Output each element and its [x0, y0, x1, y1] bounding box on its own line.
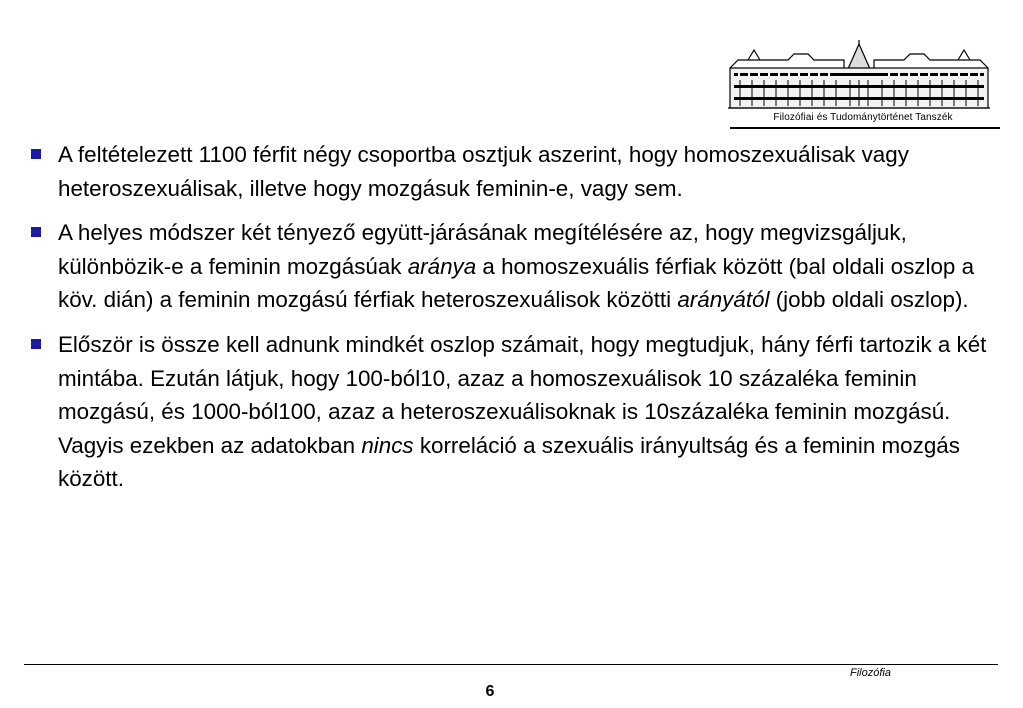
bullet-text-part: A helyes módszer két tényező együtt-járásának megítélésére az, hogy megvizsgáljuk, különbözik-e a feminin mozgásúak: [58, 220, 907, 279]
square-bullet-icon: [31, 227, 41, 237]
square-bullet-icon: [31, 149, 41, 159]
emphasis-text: arányától: [677, 287, 770, 313]
emphasis-text: nincs: [361, 432, 414, 458]
bullet-text: A feltételezett 1100 férfit négy csoportba osztjuk aszerint, hogy homoszexuálisak vagy heteroszexuálisak, illetve hogy mozgásuk feminin-e, vagy sem.: [58, 142, 909, 201]
square-bullet-icon: [31, 339, 41, 349]
emphasis-text: aránya: [407, 253, 477, 279]
slide-content: [30, 138, 990, 507]
header-divider: [730, 127, 1000, 129]
department-name: Filozófiai és Tudománytörténet Tanszék: [773, 112, 953, 123]
bullet-text-part: Először is össze kell adnunk mindkét oszlop számait, hogy megtudjuk, hány férfi tartozik a két mintába. Ezután látjuk, hogy 100-ból10, azaz a homoszexuálisok 10 százaléka feminin mozgású, és 1000-ból100, azaz a heteroszexuálisoknak is 10százaléka feminin mozgású. Vagyis ezekben az adatokban: [58, 331, 987, 458]
university-building-logo: [728, 38, 990, 120]
bullet-text-part: a homoszexuális férfiak között (bal oldali oszlop a köv. dián) a feminin mozgású férfiak heteroszexuálisok közötti: [58, 253, 975, 313]
bullet-item-3: [30, 328, 990, 496]
bullet-text-part: korreláció a szexuális irányultság és a feminin mozgás között.: [58, 432, 960, 492]
footer-label: Filozófia: [850, 667, 891, 679]
page-number: 6: [485, 683, 495, 700]
bullet-item-1: [30, 138, 990, 205]
footer-divider: [24, 664, 998, 665]
bullet-text-part: (jobb oldali oszlop).: [769, 287, 969, 313]
bullet-item-2: [30, 216, 990, 317]
